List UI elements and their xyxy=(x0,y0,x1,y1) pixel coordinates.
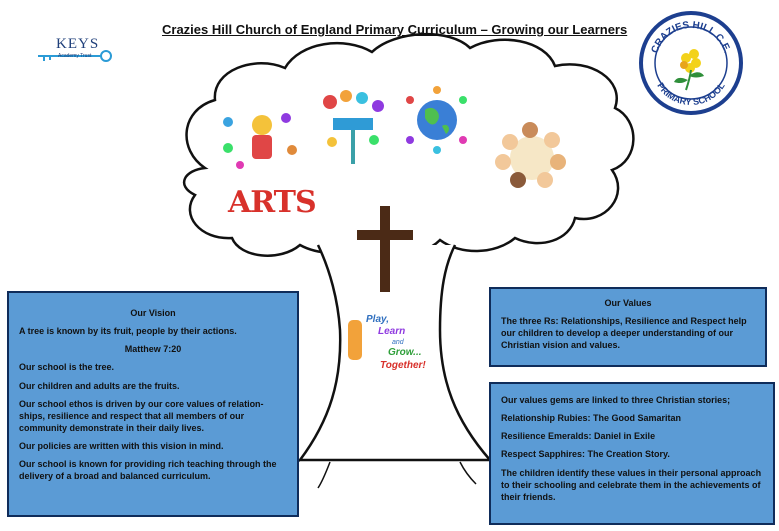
vision-quote: A tree is known by its fruit, people by their actions. xyxy=(19,326,237,337)
vision-paragraph-5: Our school is known for providing rich teaching through the delivery of a broad and balanced curriculum. xyxy=(19,459,277,482)
school-badge xyxy=(636,8,746,118)
play-line-3: and xyxy=(392,339,404,346)
keys-logo-subtitle: Academy Trust xyxy=(58,53,92,59)
gems-rubies: Relationship Rubies: The Good Samaritan xyxy=(501,413,682,424)
gems-panel xyxy=(489,382,775,525)
play-line-1: Play, xyxy=(366,314,389,325)
gems-sapphires: Respect Sapphires: The Creation Story. xyxy=(501,449,670,460)
keys-logo xyxy=(36,34,116,68)
keys-logo-name: KEYS xyxy=(56,36,100,52)
arts-image xyxy=(228,185,316,220)
play-line-5: Together! xyxy=(380,360,426,371)
tree-roots xyxy=(280,460,476,488)
gems-intro: Our values gems are linked to three Christian stories; xyxy=(501,395,731,405)
badge-top-text: CRAZIES HILL C.E. xyxy=(649,19,733,55)
badge-bottom-text: PRIMARY SCHOOL xyxy=(655,80,727,108)
page-title: Crazies Hill Church of England Primary Curriculum – Growing our Learners xyxy=(162,22,628,37)
child-figure-icon xyxy=(348,320,362,360)
gems-closing: The children identify these values in their personal approach to their schooling and celebrate them in the achievements of their friends. xyxy=(501,467,762,502)
vision-heading: Our Vision xyxy=(130,308,176,318)
values-heading: Our Values xyxy=(604,298,652,308)
arts-label: ARTS xyxy=(228,185,316,220)
vision-reference: Matthew 7:20 xyxy=(124,344,182,355)
vision-paragraph-4: Our policies are written with this vision in mind. xyxy=(19,441,224,452)
play-learn-grow-image xyxy=(348,314,438,384)
cross-icon xyxy=(357,206,413,292)
values-body: The three Rs: Relationships, Resilience and Respect help our children to develop a deeper understanding of our Christian vision and values. xyxy=(501,316,747,351)
vision-paragraph-1: Our school is the tree. xyxy=(19,362,115,373)
school-badge-emblem xyxy=(636,8,746,118)
vision-paragraph-2: Our children and adults are the fruits. xyxy=(19,380,180,391)
play-line-2: Learn xyxy=(378,326,406,337)
play-line-4: Grow... xyxy=(388,347,422,358)
values-panel xyxy=(489,287,767,367)
gems-emeralds: Resilience Emeralds: Daniel in Exile xyxy=(501,431,656,442)
vision-panel xyxy=(7,291,299,517)
vision-paragraph-3: Our school ethos is driven by our core values of relation-ships, resilience and respect that all members of our community demonstrate in their daily lives. xyxy=(19,398,264,433)
